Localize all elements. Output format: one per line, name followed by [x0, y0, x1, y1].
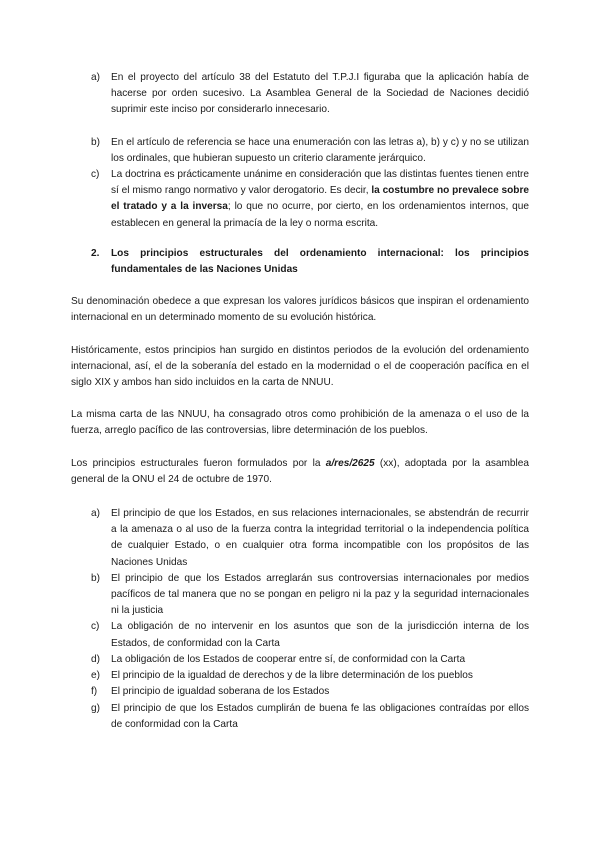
- list-item: [71, 619, 529, 651]
- list-item: [71, 668, 529, 684]
- paragraph: Históricamente, estos principios han surgido en distintos periodos de la evolución del ordenamiento internacional, así, el de la soberanía del estado en la modernidad o el de cooperación pacífica en el siglo XIX y ambos han sido incluidos en la carta de NNUU.: [71, 344, 529, 389]
- list-item: [71, 135, 529, 167]
- list-marker: a): [91, 508, 100, 520]
- section-heading: [71, 246, 529, 278]
- list-item-text: El principio de que los Estados, en sus relaciones internacionales, se abstendrán de recurrir a la amenaza o al uso de la fuerza contra la integridad territorial o la independencia política de cualquier Estado, o en cualquier otra forma incompatible con los propósitos de las Naciones Unidas: [111, 508, 529, 568]
- list-item-text: La obligación de los Estados de cooperar entre sí, de conformidad con la Carta: [111, 653, 466, 665]
- list-item-text: En el proyecto del artículo 38 del Estatuto del T.P.J.I figuraba que la aplicación había de hacerse por orden sucesivo. La Asamblea General de la Sociedad de Naciones decidió suprimir este inciso por considerarlo innecesario.: [111, 72, 529, 116]
- list-marker: g): [91, 702, 100, 714]
- list-marker: b): [91, 136, 100, 148]
- paragraph: [71, 456, 529, 488]
- list-item: [71, 506, 529, 571]
- list-item-text: El principio de igualdad soberana de los Estados: [111, 686, 330, 698]
- list-item: [71, 684, 529, 700]
- list-marker: f): [91, 686, 98, 698]
- emphasis-text: la costumbre no prevalece sobre el tratado y a la inversa: [111, 185, 529, 213]
- text-run: La doctrina es prácticamente unánime en consideración que las distintas fuentes tienen entre sí el mismo rango normativo y valor derogatorio. Es decir,: [111, 169, 529, 197]
- paragraph: Su denominación obedece a que expresan los valores jurídicos básicos que inspiran el ordenamiento internacional en un determinado momento de su evolución histórica.: [71, 296, 529, 324]
- list-marker: c): [91, 169, 100, 181]
- paragraph: La misma carta de las NNUU, ha consagrado otros como prohibición de la amenaza o el uso de la fuerza, arreglo pacífico de las controversias, libre determinación de los pueblos.: [71, 409, 529, 437]
- list-marker: d): [91, 653, 100, 665]
- list-item: [71, 70, 529, 119]
- list-item: [71, 167, 529, 232]
- list-item: [71, 571, 529, 620]
- spacer: [71, 119, 529, 135]
- list-marker: e): [91, 670, 100, 682]
- resolution-reference: a/res/2625: [325, 457, 375, 469]
- criteria-list: [71, 70, 529, 232]
- list-marker: b): [91, 572, 100, 584]
- list-item: [71, 652, 529, 668]
- principles-list: [71, 506, 529, 733]
- list-item: [71, 701, 529, 733]
- list-item-text: El principio de la igualdad de derechos y de la libre determinación de los pueblos: [111, 670, 473, 682]
- list-item-text: El principio de que los Estados arreglarán sus controversias internacionales por medios pacíficos de tal manera que no se pongan en peligro ni la paz y la seguridad internacionales ni la justicia: [111, 572, 529, 617]
- list-item-text: En el artículo de referencia se hace una enumeración con las letras a), b) y c) y no se utilizan los ordinales, que hubieran supuesto un criterio claramente jerárquico.: [111, 136, 529, 164]
- section-number: 2.: [91, 247, 100, 259]
- text-run: Los principios estructurales fueron formulados por la: [71, 457, 326, 469]
- text-run: ; lo que no ocurre, por cierto, en los ordenamientos internos, que establecen en general la primacía de la ley o norma escrita.: [111, 201, 529, 229]
- text-run: (xx), adoptada por la asamblea general de la ONU el 24 de octubre de 1970.: [71, 457, 529, 485]
- list-marker: c): [91, 621, 100, 633]
- list-item-text: [111, 167, 529, 232]
- list-marker: a): [91, 72, 100, 83]
- section-title: Los principios estructurales del ordenamiento internacional: los principios fundamentales de las Naciones Unidas: [111, 247, 529, 276]
- list-item-text: La obligación de no intervenir en los asuntos que son de la jurisdicción interna de los Estados, de conformidad con la Carta: [111, 621, 529, 649]
- list-item-text: El principio de que los Estados cumplirán de buena fe las obligaciones contraídas por ellos de conformidad con la Carta: [111, 702, 529, 730]
